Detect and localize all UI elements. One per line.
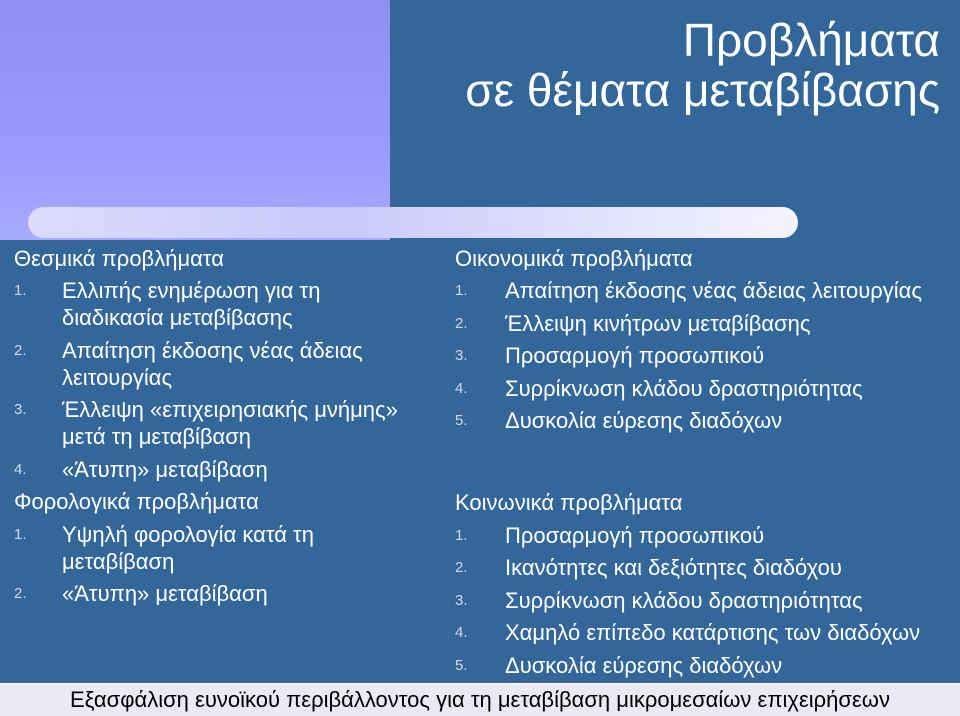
decorative-accent-block <box>0 0 390 240</box>
section-heading: Φορολογικά προβλήματα <box>14 489 259 514</box>
list-item <box>14 337 434 391</box>
slide-title-line-2: σε θέματα μεταβίβασης <box>465 64 940 116</box>
list-item <box>455 587 955 614</box>
list-item-text: Απαίτηση έκδοσης νέας άδειας λειτουργίας <box>62 337 363 390</box>
list-item-text: Έλλειψη «επιχειρησιακής μνήμης» μετά τη μεταβίβαση <box>62 397 398 449</box>
list-item <box>14 277 434 331</box>
list-item-text: «Άτυπη» μεταβίβαση <box>62 456 268 482</box>
tax-problems-section <box>14 488 434 607</box>
list-item <box>455 342 955 369</box>
footer-text: Εξασφάλιση ευνοϊκού περιβάλλοντος για τη μεταβίβαση μικρομεσαίων επιχειρήσεων <box>70 687 890 712</box>
list-number: 4. <box>455 624 468 641</box>
list-item <box>455 522 955 549</box>
social-problems-section <box>455 489 955 679</box>
slide-title-line-1: Προβλήματα <box>682 14 940 66</box>
list-number: 2. <box>455 314 468 332</box>
list-item-text: Δυσκολία εύρεσης διαδόχων <box>505 408 783 433</box>
list-item <box>455 407 955 434</box>
list-item <box>14 396 434 450</box>
list-number: 4. <box>455 379 468 397</box>
slide-title <box>465 15 940 115</box>
list-number: 5. <box>455 656 468 674</box>
list-item-text: Ελλιπής ενημέρωση για τη διαδικασία μεταβίβασης <box>62 278 321 330</box>
section-heading: Κοινωνικά προβλήματα <box>455 490 683 515</box>
list-item-text: Υψηλή φορολογία κατά τη μεταβίβαση <box>62 521 314 574</box>
list-number: 3. <box>455 591 468 609</box>
list-item <box>455 652 955 679</box>
list-item <box>455 554 955 581</box>
list-item <box>14 521 434 575</box>
list-number: 1. <box>455 526 468 544</box>
list-item <box>455 619 955 646</box>
list-item <box>455 277 955 304</box>
list-item-text: Δυσκολία εύρεσης διαδόχων <box>505 652 783 678</box>
list-number: 2. <box>455 559 468 576</box>
institutional-problems-section <box>14 245 434 483</box>
list-number: 1. <box>14 525 27 543</box>
list-item-text: Προσαρμογή προσωπικού <box>505 522 765 548</box>
list-number: 2. <box>14 341 27 359</box>
section-heading: Θεσμικά προβλήματα <box>14 245 224 271</box>
list-item <box>455 375 955 402</box>
list-number: 4. <box>14 460 27 478</box>
list-number: 2. <box>14 585 27 602</box>
list-item-text: Προσαρμογή προσωπικού <box>505 343 765 368</box>
list-number: 3. <box>14 401 27 418</box>
list-number: 3. <box>455 347 468 364</box>
decorative-title-bar <box>28 207 798 238</box>
footer-banner <box>0 683 960 716</box>
list-item <box>14 580 434 607</box>
list-item-text: Ικανότητες και δεξιότητες διαδόχου <box>505 555 842 580</box>
economic-problems-section <box>455 245 955 435</box>
list-item-text: «Άτυπη» μεταβίβαση <box>62 581 268 606</box>
list-item-text: Απαίτηση έκδοσης νέας άδειας λειτουργίας <box>505 278 922 303</box>
list-item <box>14 456 434 483</box>
list-item <box>455 310 955 337</box>
left-column <box>14 245 434 608</box>
section-heading: Οικονομικά προβλήματα <box>455 245 693 271</box>
list-item-text: Συρρίκνωση κλάδου δραστηριότητας <box>505 587 863 613</box>
list-number: 5. <box>455 412 468 429</box>
list-number: 1. <box>14 282 27 299</box>
list-item-text: Έλλειψη κινήτρων μεταβίβασης <box>505 310 811 336</box>
list-item-text: Συρρίκνωση κλάδου δραστηριότητας <box>505 375 863 401</box>
list-number: 1. <box>455 282 468 299</box>
list-item-text: Χαμηλό επίπεδο κατάρτισης των διαδόχων <box>505 620 921 645</box>
